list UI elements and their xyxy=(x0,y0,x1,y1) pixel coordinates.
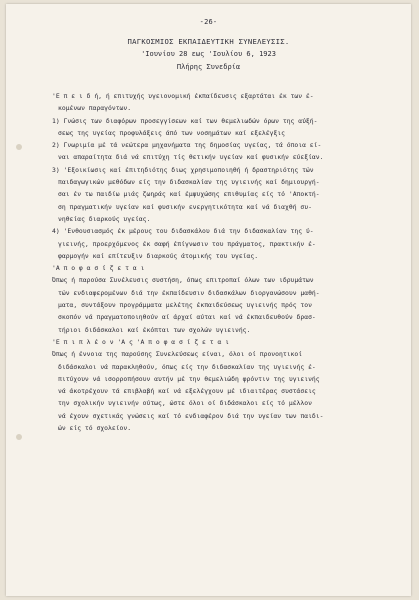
text-line: ματα, συντάξουν προγράμματα μελέτης έκπαιδεύσεως υγιεινής πρός τον xyxy=(58,301,312,310)
text-line: Όπως ή παρούσα Συνέλευσις συστήση, όπως επιτροπαί όλων των ιδρυμάτων xyxy=(52,276,314,285)
document-title: ΠΑΓΚΟΣΜΙΟΣ ΕΚΠΑΙΔΕΥΤΙΚΗ ΣΥΝΕΛΕΥΣΙΣ. xyxy=(127,37,290,46)
text-line: ών είς τό σχολείον. xyxy=(58,424,132,433)
text-line: πιτύχουν νά ισορροπήσουν αυτήν μέ την θεμελιώδη φρόντιν της υγιεινής xyxy=(58,374,320,383)
text-line: σαι έν τω παιδίω μιάς ζωηράς καί έμψυχώσης επιθυμίας είς τό 'Αποκτή- xyxy=(58,190,320,199)
page-number: -26- xyxy=(199,18,218,26)
text-line: 2) Γνωριμία μέ τά νεώτερα μηχανήματα της δημοσίας υγείας, τά όποια εί- xyxy=(52,141,322,150)
document-body xyxy=(52,90,385,434)
punch-hole xyxy=(16,434,22,440)
text-line: την σχολικήν υγιεινήν ούτως, ώστε όλοι οί διδάσκαλοι είς τό μέλλον xyxy=(58,399,312,408)
text-line: 1) Γνώσις των διαφόρων προσεγγίσεων καί των θεμελιωδών όρων της αύξή- xyxy=(52,116,318,125)
text-line: σεως της υγείας προφυλάξεις άπό των νοσημάτων καί εξελέγξις xyxy=(58,128,286,137)
text-line: 3) 'Εξοικίωσις καί έπιτηδιότης διως χρησιμοποιηθή ή δραστηριότης τών xyxy=(52,165,314,174)
text-line: 'Α π ο φ α σ ί ζ ε τ α ι xyxy=(52,264,145,273)
text-line: νά άκοτρέχουν τά επιβλαβή καί νά εξελέγχουν μέ ιδιαιτέρας συστάσεις xyxy=(58,387,316,396)
document-dates: 'Ιουνίου 28 εως 'Ιουλίου 6, 1923 xyxy=(141,50,276,58)
text-line: τήριοι διδάσκαλοι καί έκόπται των σχολών υγιεινής. xyxy=(58,325,251,334)
text-line: παιδαγωγικών μεθόδων είς την διδασκαλίαν της υγιεινής καί δημιουργή- xyxy=(58,178,320,187)
text-line: νηθείας διαρκούς υγείας. xyxy=(58,214,151,223)
punch-hole xyxy=(16,144,22,150)
text-line: 'Ε π ι π λ έ ο ν 'Α ς 'Α π ο φ α σ ί ζ ε τ α ι xyxy=(52,337,229,346)
session-label: Πλήρης Συνεδρία xyxy=(176,63,241,71)
text-line: τών ενδιαφερομένων διά την έκπαίδευσιν διδασκάλων διοργανώσουν μαθή- xyxy=(58,288,320,297)
text-line: 4) 'Ενθουσιασμός έκ μέρους του διδασκάλου διά την διδασκαλίαν της ύ- xyxy=(52,227,314,236)
text-line: 'Ε π ε ι δ ή, ή επιτυχής υγειονομική έκπαίδευσις εξαρτάται έκ των έ- xyxy=(52,92,314,100)
text-line: Όπως ή έννοια της παρούσης Συνελεύσεως είναι, όλοι οί προνοητικοί xyxy=(52,350,303,359)
text-line: διδάσκαλοι νά παρακληθούν, όπως είς την διδασκαλίαν της υγιεινής έ- xyxy=(58,362,316,371)
text-line: νά έχουν σχετικάς γνώσεις καί τό ενδιαφέρον διά την υγείαν των παιδι- xyxy=(58,411,324,420)
text-line: φαρμογήν καί επίτευξιν διαρκούς άτομικής του υγείας. xyxy=(58,251,259,260)
document-page xyxy=(6,4,411,596)
text-line: ση πραγματικήν υγείαν καί φυσικήν ενεργητικότητα καί νά διαχθή συ- xyxy=(58,202,312,211)
text-line: σκοπόν νά πραγματοποιηθούν αί άρχαί αύται καί νά έκπαιδευθούν δρασ- xyxy=(58,313,316,322)
text-line: γιεινής, προερχόμενος έκ σαφή έπίγνωσιν του πράγματος, πρακτικήν έ- xyxy=(58,239,316,248)
text-line: ναι απαραίτητα διά νά επιτύχη τίς θετικήν υγείαν καί φυσικήν εύεξίαν. xyxy=(58,153,324,162)
text-line: κομένων παραγόντων. xyxy=(58,104,132,113)
